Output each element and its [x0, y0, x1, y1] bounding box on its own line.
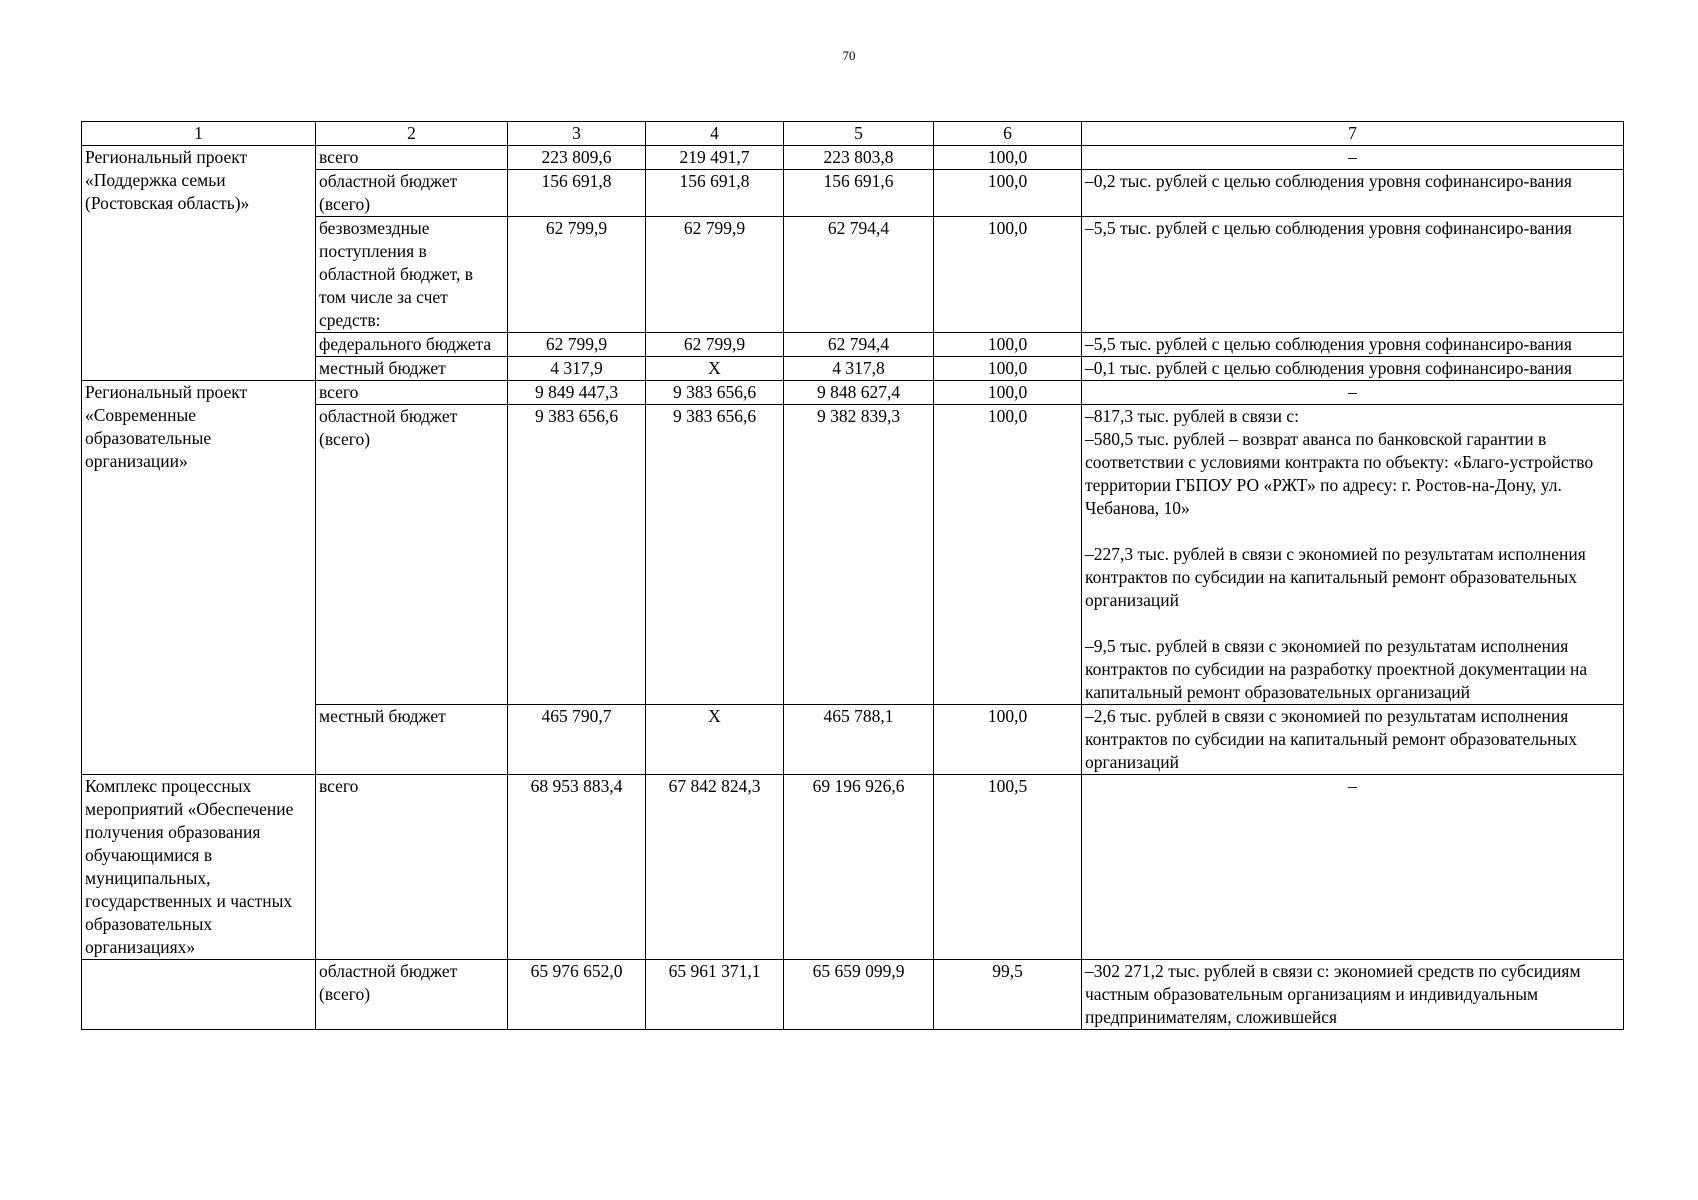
value-cell: 62 799,9 — [646, 217, 784, 333]
column-number: 7 — [1082, 122, 1624, 146]
value-cell: 4 317,8 — [784, 357, 934, 381]
column-number: 4 — [646, 122, 784, 146]
value-cell: 69 196 926,6 — [784, 775, 934, 960]
budget-source-cell: местный бюджет — [316, 357, 508, 381]
comment-cell: – — [1082, 381, 1624, 405]
budget-source-cell: безвозмездные поступления в областной бюджет, в том числе за счет средств: — [316, 217, 508, 333]
project-name-cell: Региональный проект «Поддержка семьи (Ростовская область)» — [82, 146, 316, 381]
table-row — [82, 960, 1624, 1030]
comment-paragraph: –817,3 тыс. рублей в связи с: — [1085, 406, 1299, 426]
comment-paragraph: –9,5 тыс. рублей в связи с экономией по результатам исполнения контрактов по субсидии на разработку проектной документации на капитальный ремонт образовательных организаций — [1085, 636, 1588, 702]
value-cell: 465 788,1 — [784, 705, 934, 775]
value-cell: 9 382 839,3 — [784, 405, 934, 705]
paragraph-gap — [1085, 520, 1620, 543]
percent-cell: 100,5 — [934, 775, 1082, 960]
budget-source-cell: местный бюджет — [316, 705, 508, 775]
comment-cell: –0,2 тыс. рублей с целью соблюдения уровня софинансиро-вания — [1082, 170, 1624, 217]
comment-cell: – — [1082, 775, 1624, 960]
value-cell: 62 794,4 — [784, 333, 934, 357]
value-cell: 223 809,6 — [508, 146, 646, 170]
percent-cell: 100,0 — [934, 217, 1082, 333]
project-name-cell: Региональный проект «Современные образовательные организации» — [82, 381, 316, 775]
budget-source-cell: всего — [316, 146, 508, 170]
value-cell: 65 976 652,0 — [508, 960, 646, 1030]
value-cell: 67 842 824,3 — [646, 775, 784, 960]
comment-cell: –2,6 тыс. рублей в связи с экономией по результатам исполнения контрактов по субсидии на капитальный ремонт образовательных организаций — [1082, 705, 1624, 775]
column-number: 3 — [508, 122, 646, 146]
value-cell: 9 383 656,6 — [646, 405, 784, 705]
budget-source-cell: областной бюджет (всего) — [316, 960, 508, 1030]
value-cell: 9 383 656,6 — [646, 381, 784, 405]
comment-cell: –5,5 тыс. рублей с целью соблюдения уровня софинансиро-вания — [1082, 217, 1624, 333]
comment-cell: –302 271,2 тыс. рублей в связи с: экономией средств по субсидиям частным образовательным организациям и индивидуальным предпринимателям, сложившейся — [1082, 960, 1624, 1030]
percent-cell: 100,0 — [934, 170, 1082, 217]
value-cell: 9 849 447,3 — [508, 381, 646, 405]
column-number: 2 — [316, 122, 508, 146]
value-cell: 156 691,6 — [784, 170, 934, 217]
percent-cell: 100,0 — [934, 146, 1082, 170]
comment-cell: – — [1082, 146, 1624, 170]
value-cell: 156 691,8 — [508, 170, 646, 217]
percent-cell: 99,5 — [934, 960, 1082, 1030]
budget-source-cell: областной бюджет (всего) — [316, 170, 508, 217]
table-row — [82, 381, 1624, 405]
value-cell: 62 799,9 — [508, 217, 646, 333]
value-cell: 156 691,8 — [646, 170, 784, 217]
comment-cell — [1082, 405, 1624, 705]
comment-cell: –5,5 тыс. рублей с целью соблюдения уровня софинансиро-вания — [1082, 333, 1624, 357]
percent-cell: 100,0 — [934, 357, 1082, 381]
comment-cell: –0,1 тыс. рублей с целью соблюдения уровня софинансиро-вания — [1082, 357, 1624, 381]
value-cell: Х — [646, 357, 784, 381]
percent-cell: 100,0 — [934, 381, 1082, 405]
comment-paragraph: –580,5 тыс. рублей – возврат аванса по банковской гарантии в соответствии с условиями контракта по объекту: «Благо-устройство территории ГБПОУ РО «РЖТ» по адресу: г. Ростов-на-Дону, ул. Чебанова, 10» — [1085, 429, 1594, 518]
column-number: 1 — [82, 122, 316, 146]
value-cell: 9 383 656,6 — [508, 405, 646, 705]
paragraph-gap — [1085, 612, 1620, 635]
table-row — [82, 146, 1624, 170]
budget-source-cell: всего — [316, 775, 508, 960]
project-name-cell: Комплекс процессных мероприятий «Обеспечение получения образования обучающимися в муниципальных, государственных и частных образовательных организациях» — [82, 775, 316, 960]
value-cell: 65 659 099,9 — [784, 960, 934, 1030]
column-number: 5 — [784, 122, 934, 146]
value-cell: 9 848 627,4 — [784, 381, 934, 405]
value-cell: 62 794,4 — [784, 217, 934, 333]
budget-source-cell: федерального бюджета — [316, 333, 508, 357]
value-cell: 223 803,8 — [784, 146, 934, 170]
value-cell: 62 799,9 — [646, 333, 784, 357]
percent-cell: 100,0 — [934, 405, 1082, 705]
column-number-row — [82, 122, 1624, 146]
value-cell: 68 953 883,4 — [508, 775, 646, 960]
budget-source-cell: всего — [316, 381, 508, 405]
project-name-cell — [82, 960, 316, 1030]
column-number: 6 — [934, 122, 1082, 146]
report-table — [81, 121, 1624, 1030]
value-cell: Х — [646, 705, 784, 775]
value-cell: 465 790,7 — [508, 705, 646, 775]
value-cell: 65 961 371,1 — [646, 960, 784, 1030]
percent-cell: 100,0 — [934, 705, 1082, 775]
table-row — [82, 775, 1624, 960]
percent-cell: 100,0 — [934, 333, 1082, 357]
value-cell: 62 799,9 — [508, 333, 646, 357]
comment-paragraph: –227,3 тыс. рублей в связи с экономией по результатам исполнения контрактов по субсидии на капитальный ремонт образовательных организаций — [1085, 544, 1586, 610]
budget-source-cell: областной бюджет (всего) — [316, 405, 508, 705]
page-number: 70 — [842, 48, 856, 63]
value-cell: 219 491,7 — [646, 146, 784, 170]
value-cell: 4 317,9 — [508, 357, 646, 381]
